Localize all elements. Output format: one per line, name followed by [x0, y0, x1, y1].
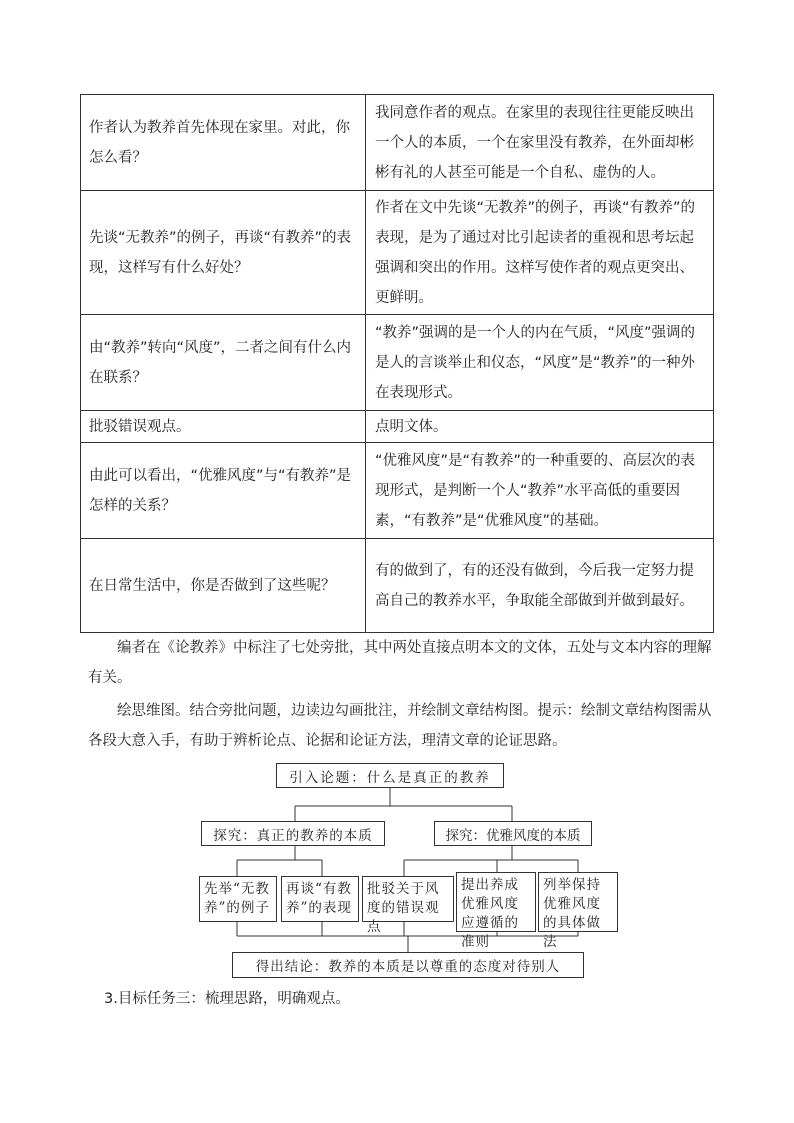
question-cell: 先谈“无教养”的例子，再谈“有教养”的表现，这样写有什么好处？ — [81, 191, 366, 315]
mindmap-leaf-box: 再谈“有教养”的表现 — [281, 876, 359, 922]
paragraph-annotations: 编者在《论教养》中标注了七处旁批，其中两处直接点明本文的文体，五处与文本内容的理解有关。 — [88, 640, 712, 686]
question-cell: 在日常生活中，你是否做到了这些呢？ — [81, 539, 366, 633]
answer-cell: 我同意作者的观点。在家里的表现往往更能反映出一个人的本质，一个在家里没有教养，在外面却彬彬有礼的人甚至可能是一个自私、虚伪的人。 — [366, 95, 714, 191]
answer-cell: “优雅风度”是“有教养”的一种重要的、高层次的表现形式，是判断一个人“教养”水平高低的重要因素，“有教养”是“优雅风度”的基础。 — [366, 443, 714, 539]
question-cell: 批驳错误观点。 — [81, 411, 366, 443]
mindmap-leaf-box: 列举保持优雅风度的具体做法 — [538, 872, 618, 932]
answer-cell: 作者在文中先谈“无教养”的例子，再谈“有教养”的表现，是为了通过对比引起读者的重视和思考坛起强调和突出的作用。这样写使作者的观点更突出、更鲜明。 — [366, 191, 714, 315]
question-cell: 作者认为教养首先体现在家里。对此，你怎么看？ — [81, 95, 366, 191]
mindmap-leaf-box: 批驳关于风度的错误观点 — [362, 876, 454, 922]
answer-cell: 有的做到了，有的还没有做到，今后我一定努力提高自己的教养水平，争取能全部做到并做到最好。 — [366, 539, 714, 633]
mindmap-branch-left-box: 探究：真正的教养的本质 — [201, 821, 385, 846]
mindmap-root-box: 引入论题：什么是真正的教养 — [276, 763, 504, 788]
mindmap-conclusion-box: 得出结论：教养的本质是以尊重的态度对待别人 — [232, 952, 584, 978]
task-heading: 3.目标任务三：梳理思路，明确观点。 — [104, 991, 350, 1007]
mindmap-leaf-box: 先举“无教养”的例子 — [199, 876, 277, 922]
question-cell: 由“教养”转向“风度”，二者之间有什么内在联系？ — [81, 315, 366, 411]
answer-cell: “教养”强调的是一个人的内在气质，“风度”强调的是人的言谈举止和仪态，“风度”是“教养”的一种外在表现形式。 — [366, 315, 714, 411]
answer-cell: 点明文体。 — [366, 411, 714, 443]
question-cell: 由此可以看出，“优雅风度”与“有教养”是怎样的关系？ — [81, 443, 366, 539]
mindmap-branch-right-box: 探究：优雅风度的本质 — [434, 821, 592, 846]
paragraph-mindmap-instructions: 绘思维图。结合旁批问题，边读边勾画批注，并绘制文章结构图。提示：绘制文章结构图需从各段大意入手，有助于辨析论点、论据和论证方法，理清文章的论证思路。 — [88, 703, 712, 749]
mindmap-leaf-box: 提出养成优雅风度应遵循的准则 — [456, 872, 536, 932]
